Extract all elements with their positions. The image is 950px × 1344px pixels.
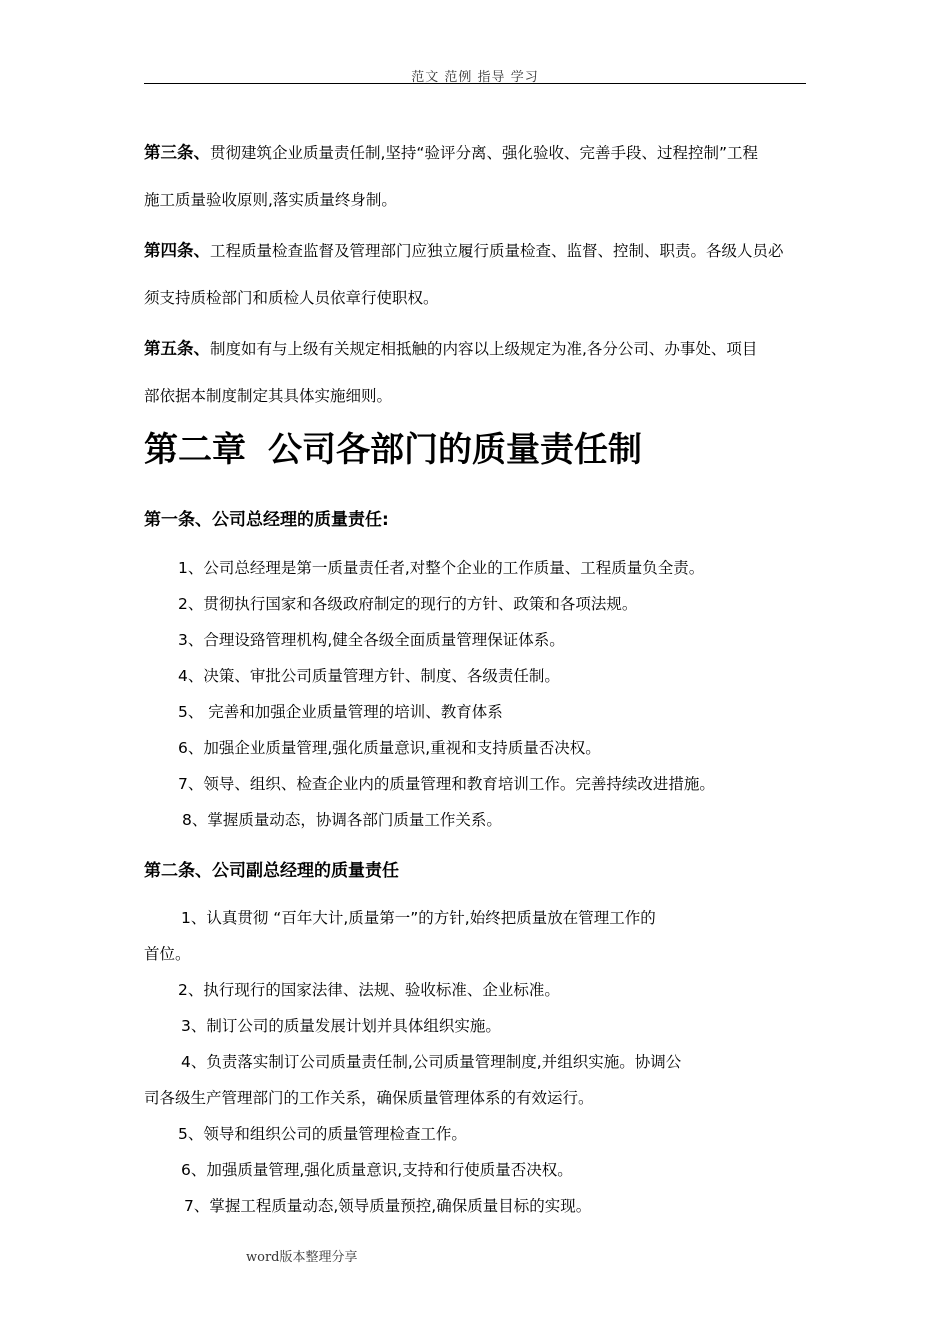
article-3-line-1 — [144, 139, 758, 163]
article-4-line-1 — [144, 237, 784, 261]
article-2-item: 1、认真贯彻 “百年大计,质量第一”的方针,始终把质量放在管理工作的 — [181, 909, 656, 927]
article-2-item-cont: 司各级生产管理部门的工作关系，确保质量管理体系的有效运行。 — [144, 1089, 594, 1107]
article-3-text-1: 贯彻建筑企业质量责任制,坚持“验评分离、强化验收、完善手段、过程控制”工程 — [210, 144, 758, 162]
header-rule — [144, 83, 806, 84]
article-1-item: 6、加强企业质量管理,强化质量意识,重视和支持质量否决权。 — [178, 739, 601, 757]
article-2-item-cont: 首位。 — [144, 945, 191, 963]
article-1-item: 4、决策、审批公司质量管理方针、制度、各级责任制。 — [178, 667, 560, 685]
article-2-item: 2、执行现行的国家法律、法规、验收标准、企业标准。 — [178, 981, 560, 999]
chapter-heading — [144, 422, 642, 471]
article-2-item: 3、制订公司的质量发展计划并具体组织实施。 — [181, 1017, 501, 1035]
article-2-item: 4、负责落实制订公司质量责任制,公司质量管理制度,并组织实施。协调公 — [181, 1053, 682, 1071]
article-1-item: 2、贯彻执行国家和各级政府制定的现行的方针、政策和各项法规。 — [178, 595, 638, 613]
article-1-item: 8、掌握质量动态，协调各部门质量工作关系。 — [182, 811, 502, 829]
article-3-label: 第三条、 — [144, 143, 210, 162]
article-5-text-1: 制度如有与上级有关规定相抵触的内容以上级规定为准,各分公司、办事处、项目 — [210, 340, 758, 358]
article-5-label: 第五条、 — [144, 339, 210, 358]
article-1-title: 第一条、公司总经理的质量责任: — [144, 510, 389, 530]
article-3-line-2: 施工质量验收原则,落实质量终身制。 — [144, 191, 397, 209]
article-1-item: 3、合理设臵管理机构,健全各级全面质量管理保证体系。 — [178, 631, 565, 649]
article-2-title: 第二条、公司副总经理的质量责任 — [144, 861, 399, 881]
chapter-number: 第二章 — [144, 430, 246, 470]
article-5-line-2: 部依据本制度制定其具体实施细则。 — [144, 387, 393, 405]
article-5-line-1 — [144, 335, 757, 359]
article-4-line-2: 须支持质检部门和质检人员依章行使职权。 — [144, 289, 439, 307]
page-footer: word版本整理分享 — [246, 1250, 358, 1265]
article-2-item: 5、领导和组织公司的质量管理检查工作。 — [178, 1125, 467, 1143]
article-1-item: 1、公司总经理是第一质量责任者,对整个企业的工作质量、工程质量负全责。 — [178, 559, 705, 577]
article-2-item: 6、加强质量管理,强化质量意识,支持和行使质量否决权。 — [181, 1161, 573, 1179]
article-1-item: 7、领导、组织、检查企业内的质量管理和教育培训工作。完善持续改进措施。 — [178, 775, 715, 793]
article-2-item: 7、掌握工程质量动态,领导质量预控,确保质量目标的实现。 — [184, 1197, 592, 1215]
chapter-title: 公司各部门的质量责任制 — [268, 430, 642, 470]
article-4-label: 第四条、 — [144, 241, 210, 260]
article-1-item: 5、 完善和加强企业质量管理的培训、教育体系 — [178, 703, 503, 721]
header-text: 范文 范例 指导 学习 — [411, 70, 539, 85]
article-4-text-1: 工程质量检查监督及管理部门应独立履行质量检查、监督、控制、职责。各级人员必 — [210, 242, 784, 260]
